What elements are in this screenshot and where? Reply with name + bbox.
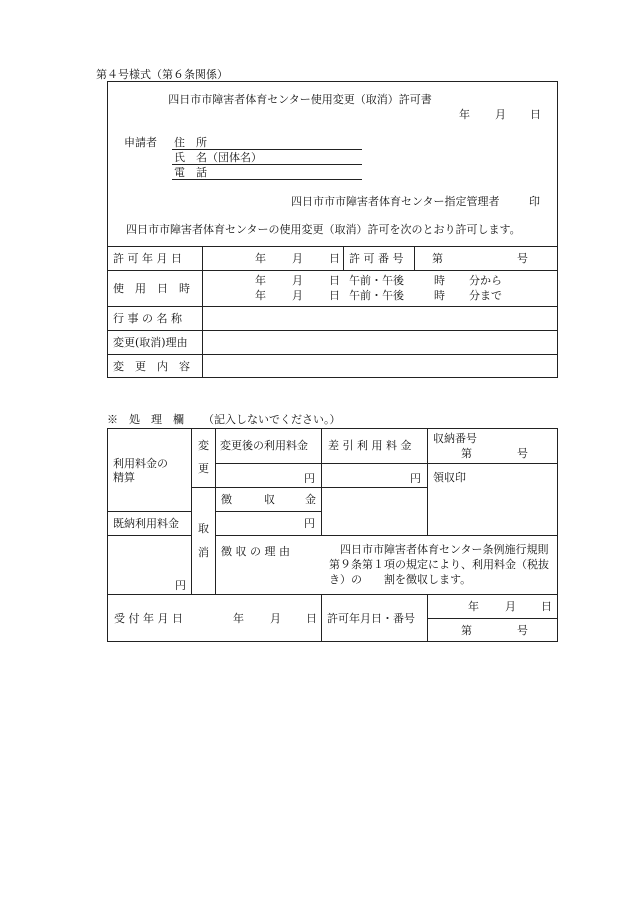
divider	[215, 535, 558, 536]
existing-fee-field[interactable]: 円	[175, 579, 186, 592]
receipt-seal-label: 領収印	[433, 471, 466, 484]
divider	[107, 354, 558, 355]
form-number: 第４号様式（第６条関係）	[96, 68, 228, 81]
divider	[427, 463, 558, 464]
phone-line[interactable]	[172, 179, 362, 180]
event-name-label: 行 事 の 名 称	[113, 312, 182, 325]
event-name-field[interactable]	[205, 309, 555, 328]
divider	[414, 246, 415, 270]
divider	[107, 246, 558, 247]
cancel-label-top: 取	[198, 522, 209, 535]
address-label: 住 所	[174, 136, 207, 149]
divider	[321, 594, 322, 642]
permit-date-number-label: 許可年月日・番号	[327, 612, 415, 625]
fee-after-change-label: 変更後の利用料金	[220, 439, 308, 452]
divider	[427, 618, 558, 619]
divider	[191, 428, 192, 594]
name-label: 氏 名（団体名）	[174, 151, 262, 164]
divider	[107, 535, 191, 536]
difference-field[interactable]: 円	[410, 472, 421, 485]
issuer: 四日市市市障害者体育センター指定管理者	[291, 195, 500, 208]
fee-settlement-label-line2: 精算	[113, 471, 135, 484]
permit-statement: 四日市市障害者体育センターの使用変更（取消）許可を次のとおり許可します。	[126, 223, 521, 236]
collection-reason-label: 徴 収 の 理 由	[221, 545, 290, 558]
permit-number-label: 許 可 番 号	[349, 252, 404, 265]
phone-label: 電 話	[174, 166, 207, 179]
divider	[427, 428, 428, 535]
seal-mark: 印	[529, 195, 540, 208]
divider	[107, 330, 558, 331]
processing-note: （記入しないでください。）	[203, 413, 341, 426]
change-label-bottom: 更	[198, 462, 209, 475]
applicant-label: 申請者	[124, 136, 157, 149]
existing-fee-label: 既納利用料金	[113, 517, 179, 530]
name-line[interactable]	[172, 164, 362, 165]
received-date-label: 受 付 年 月 日	[114, 612, 183, 625]
change-reason-label: 変更(取消)理由	[113, 336, 188, 349]
processing-heading: ※ 処 理 欄	[107, 413, 184, 426]
cancel-label-bottom: 消	[198, 546, 209, 559]
permit-title: 四日市市障害者体育センター使用変更（取消）許可書	[168, 93, 432, 106]
permit-date-label: 許 可 年 月 日	[113, 252, 182, 265]
divider	[202, 246, 203, 378]
divider	[215, 511, 321, 512]
divider	[107, 594, 558, 595]
divider	[191, 487, 427, 488]
divider	[107, 270, 558, 271]
collection-amount-field[interactable]: 円	[304, 517, 315, 530]
change-label-top: 変	[198, 439, 209, 452]
divider	[321, 428, 322, 535]
divider	[215, 463, 427, 464]
use-datetime-label: 使 用 日 時	[113, 282, 190, 295]
change-reason-field[interactable]	[205, 333, 555, 352]
receipt-number-label: 収納番号	[433, 432, 477, 445]
fee-after-change-field[interactable]: 円	[304, 472, 315, 485]
address-line[interactable]	[172, 149, 362, 150]
divider	[107, 306, 558, 307]
collection-reason-text: 四日市市障害者体育センター条例施行規則第９条第１項の規定により、利用料金（税抜き）の 割を徴収します。	[329, 543, 549, 586]
divider	[343, 246, 344, 270]
difference-label: 差 引 利 用 料 金	[328, 439, 412, 452]
fee-settlement-label-line1: 利用料金の	[113, 457, 168, 470]
change-details-field[interactable]	[205, 357, 555, 376]
change-details-label: 変 更 内 容	[113, 360, 190, 373]
divider	[107, 511, 191, 512]
